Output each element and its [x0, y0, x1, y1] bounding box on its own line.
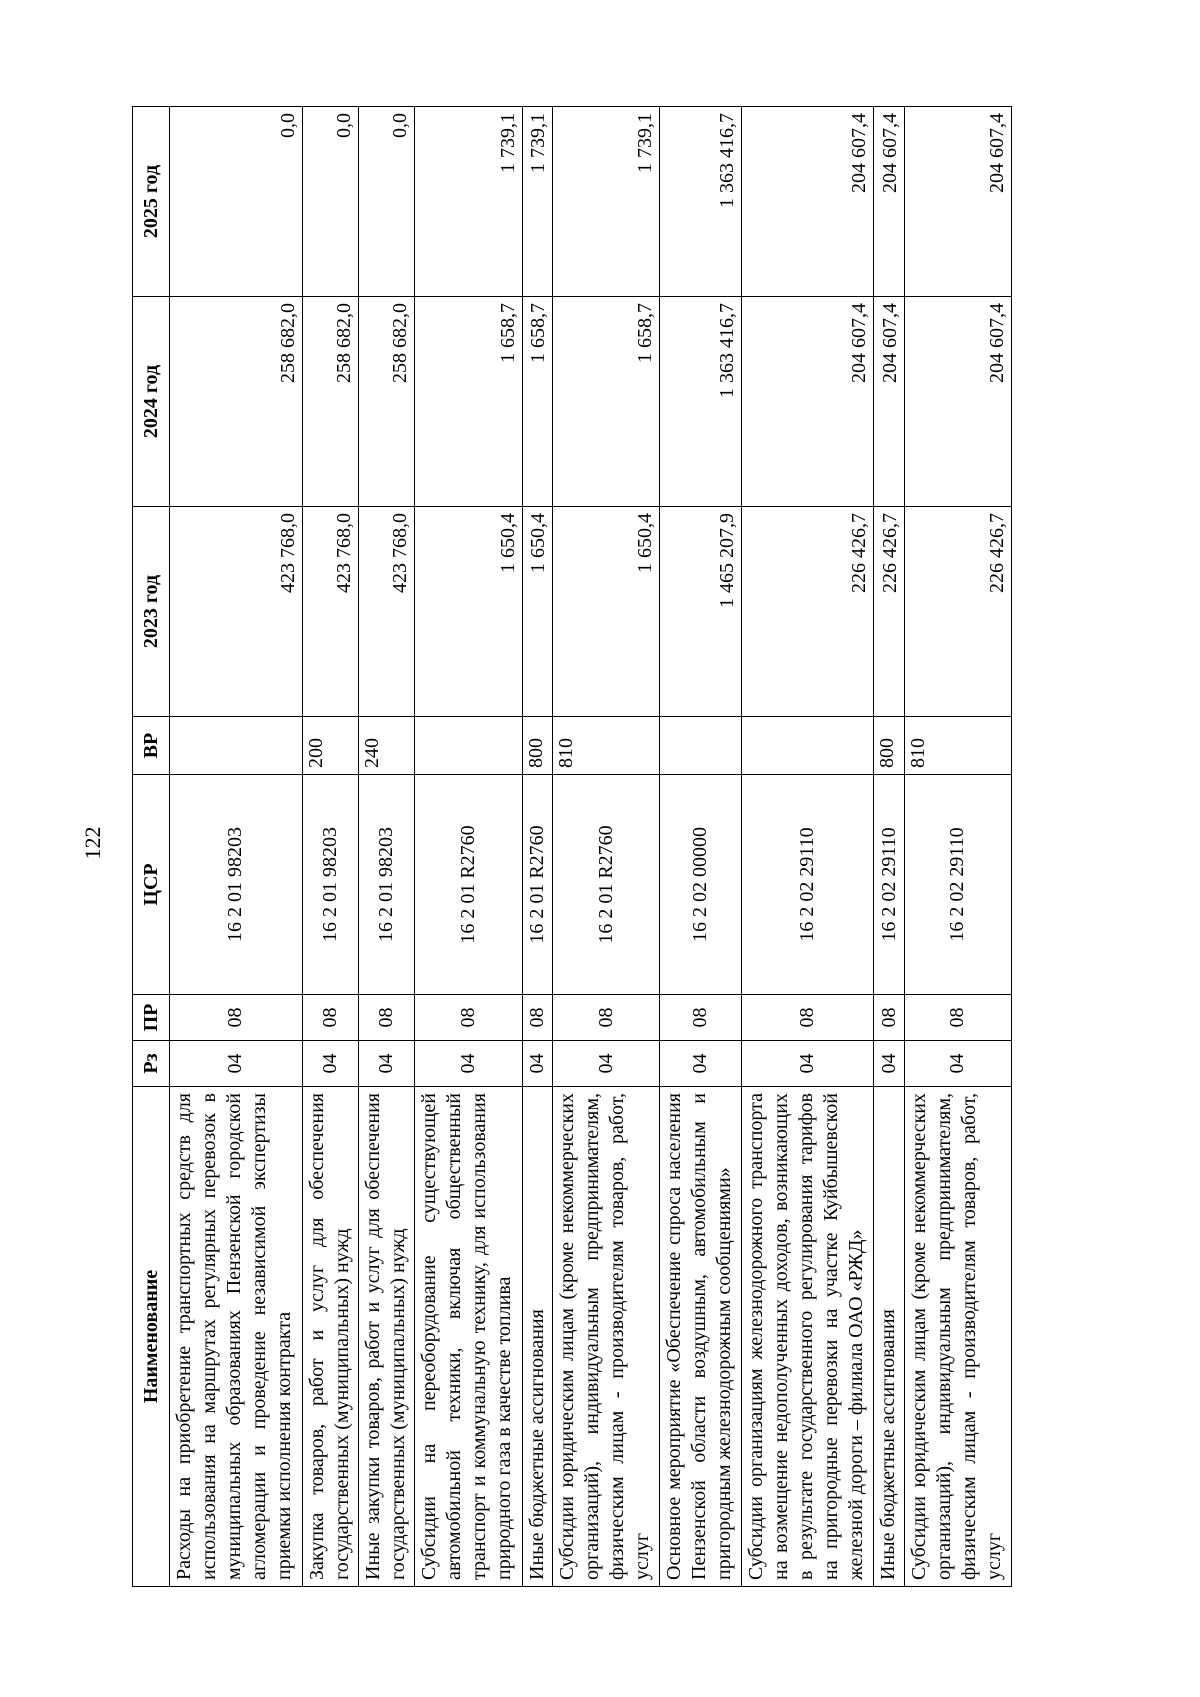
row-2025: 1 739,1 [553, 107, 660, 297]
row-2024: 204 607,4 [874, 297, 905, 507]
row-vr: 810 [904, 717, 1011, 775]
row-vr: 810 [553, 717, 660, 775]
row-csr: 16 2 02 29110 [741, 775, 874, 995]
row-pr: 08 [358, 995, 414, 1041]
row-2024: 1 658,7 [414, 297, 522, 507]
row-2025: 1 739,1 [414, 107, 522, 297]
row-csr: 16 2 01 R2760 [553, 775, 660, 995]
row-vr [170, 717, 303, 775]
row-pr: 08 [522, 995, 553, 1041]
row-2024: 258 682,0 [358, 297, 414, 507]
row-rz: 04 [302, 1041, 358, 1087]
row-pr: 08 [170, 995, 303, 1041]
row-2023: 226 426,7 [874, 507, 905, 717]
table-row [522, 107, 553, 1587]
row-rz: 04 [358, 1041, 414, 1087]
row-pr: 08 [660, 995, 742, 1041]
row-name: Субсидии юридическим лицам (кроме некоммерческих организаций), индивидуальным предпринимателям, физическим лицам - производителям товаров, работ, услуг [904, 1087, 1011, 1587]
row-rz: 04 [553, 1041, 660, 1087]
row-vr: 800 [522, 717, 553, 775]
table-row [553, 107, 660, 1587]
row-csr: 16 2 02 29110 [874, 775, 905, 995]
row-pr: 08 [553, 995, 660, 1041]
table-row [660, 107, 742, 1587]
budget-table [132, 106, 1012, 1587]
row-2023: 1 650,4 [553, 507, 660, 717]
table-row [302, 107, 358, 1587]
row-2023: 226 426,7 [741, 507, 874, 717]
table-row [874, 107, 905, 1587]
table-row [414, 107, 522, 1587]
table-row [904, 107, 1011, 1587]
page-number: 122 [80, 826, 105, 860]
row-2025: 204 607,4 [741, 107, 874, 297]
row-name: Субсидии организациям железнодорожного транспорта на возмещение недополученных доходов, возникающих в результате государственного регулирования тарифов на пригородные перевозки на участке Куйбышевской железной дороги – филиала ОАО «РЖД» [741, 1087, 874, 1587]
row-2025: 204 607,4 [874, 107, 905, 297]
table-row [170, 107, 303, 1587]
row-pr: 08 [414, 995, 522, 1041]
row-csr: 16 2 01 R2760 [414, 775, 522, 995]
row-csr: 16 2 01 98203 [302, 775, 358, 995]
row-vr [660, 717, 742, 775]
header-name: Наименование [133, 1087, 170, 1587]
header-csr: ЦСР [133, 775, 170, 995]
row-csr: 16 2 01 98203 [358, 775, 414, 995]
table-row [358, 107, 414, 1587]
row-csr: 16 2 02 29110 [904, 775, 1011, 995]
row-name: Основное мероприятие «Обеспечение спроса населения Пензенской области воздушным, автомобильным и пригородным железнодорожным сообщениями» [660, 1087, 742, 1587]
row-name: Субсидии на переоборудование существующей автомобильной техники, включая общественный транспорт и коммунальную технику, для использования природного газа в качестве топлива [414, 1087, 522, 1587]
row-2023: 423 768,0 [170, 507, 303, 717]
row-2025: 0,0 [302, 107, 358, 297]
row-vr [741, 717, 874, 775]
row-pr: 08 [874, 995, 905, 1041]
row-vr: 240 [358, 717, 414, 775]
row-rz: 04 [522, 1041, 553, 1087]
row-name: Иные закупки товаров, работ и услуг для обеспечения государственных (муниципальных) нужд [358, 1087, 414, 1587]
row-rz: 04 [660, 1041, 742, 1087]
row-2024: 204 607,4 [741, 297, 874, 507]
row-name: Субсидии юридическим лицам (кроме некоммерческих организаций), индивидуальным предпринимателям, физическим лицам - производителям товаров, работ, услуг [553, 1087, 660, 1587]
row-2024: 1 658,7 [553, 297, 660, 507]
header-2024: 2024 год [133, 297, 170, 507]
row-name: Закупка товаров, работ и услуг для обеспечения государственных (муниципальных) нужд [302, 1087, 358, 1587]
row-2024: 258 682,0 [170, 297, 303, 507]
row-rz: 04 [414, 1041, 522, 1087]
row-2024: 1 658,7 [522, 297, 553, 507]
row-2025: 1 363 416,7 [660, 107, 742, 297]
header-rz: Рз [133, 1041, 170, 1087]
row-rz: 04 [741, 1041, 874, 1087]
row-csr: 16 2 02 00000 [660, 775, 742, 995]
header-row [133, 107, 170, 1587]
rotated-table-container [132, 107, 1012, 1587]
row-rz: 04 [904, 1041, 1011, 1087]
header-vr: ВР [133, 717, 170, 775]
row-pr: 08 [741, 995, 874, 1041]
row-2025: 204 607,4 [904, 107, 1011, 297]
row-csr: 16 2 01 98203 [170, 775, 303, 995]
row-pr: 08 [302, 995, 358, 1041]
header-pr: ПР [133, 995, 170, 1041]
row-vr: 800 [874, 717, 905, 775]
row-pr: 08 [904, 995, 1011, 1041]
row-name: Иные бюджетные ассигнования [522, 1087, 553, 1587]
row-vr [414, 717, 522, 775]
row-2023: 1 465 207,9 [660, 507, 742, 717]
row-2025: 0,0 [170, 107, 303, 297]
row-2023: 226 426,7 [904, 507, 1011, 717]
row-2024: 258 682,0 [302, 297, 358, 507]
row-2023: 423 768,0 [302, 507, 358, 717]
row-2023: 1 650,4 [414, 507, 522, 717]
row-2024: 204 607,4 [904, 297, 1011, 507]
row-2025: 0,0 [358, 107, 414, 297]
row-2023: 1 650,4 [522, 507, 553, 717]
row-name: Иные бюджетные ассигнования [874, 1087, 905, 1587]
row-2025: 1 739,1 [522, 107, 553, 297]
row-vr: 200 [302, 717, 358, 775]
row-csr: 16 2 01 R2760 [522, 775, 553, 995]
row-2023: 423 768,0 [358, 507, 414, 717]
row-rz: 04 [170, 1041, 303, 1087]
row-2024: 1 363 416,7 [660, 297, 742, 507]
row-rz: 04 [874, 1041, 905, 1087]
header-2023: 2023 год [133, 507, 170, 717]
row-name: Расходы на приобретение транспортных средств для использования на маршрутах регулярных перевозок в муниципальных образованиях Пензенской городской агломерации и проведение независимой экспертизы приемки исполнения контракта [170, 1087, 303, 1587]
table-row [741, 107, 874, 1587]
header-2025: 2025 год [133, 107, 170, 297]
